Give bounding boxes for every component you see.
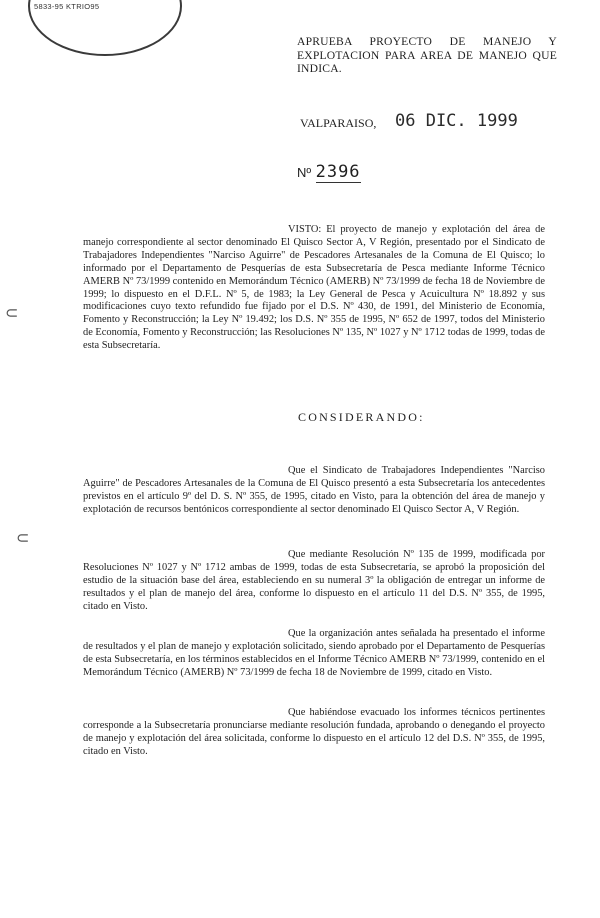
considerando-text: Que mediante Resolución Nº 135 de 1999, modificada por Resoluciones Nº 1027 y Nº 1712 ambas de 1999, todas de esta Subsecretaría, se aprobó la proposición del estudio de la situación base del área, estableciendo en su numeral 3º la obligación de entregar un informe de resultados y el plan de manejo del área, conforme lo dispuesto en el artículo 11 del D.S. Nº 355, de 1995, citado en Visto. [83,549,545,612]
resolution-heading: APRUEBA PROYECTO DE MANEJO Y EXPLOTACION PARA AREA DE MANEJO QUE INDICA. [297,35,557,75]
considerando-paragraph-1 [83,465,545,517]
number-value: 2396 [315,162,361,182]
number-prefix: Nº [297,165,312,180]
date-stamp: 06 DIC. 1999 [395,111,518,131]
margin-punch-mark: ⊂ [16,528,30,547]
considerando-paragraph-4 [83,707,545,759]
considerando-text: Que la organización antes señalada ha presentado el informe de resultados y el plan de manejo y explotación solicitado, siendo aprobado por el Departamento de Pesquerías de esta Subsecretaría, en los términos establecidos en el Informe Técnico AMERB Nº 73/1999, contenido en el Memorándum Técnico (AMERB) Nº 73/1999 de fecha 18 de Noviembre de 1999, citado en Visto. [83,628,545,678]
considerando-title: CONSIDERANDO: [298,410,425,424]
considerando-paragraph-3 [83,628,545,680]
stamp-text: 5833-95 KTRIO95 [34,2,100,11]
visto-text: VISTO: El proyecto de manejo y explotación del área de manejo correspondiente al sector denominado El Quisco Sector A, V Región, presentado por el Sindicato de Trabajadores Independientes "Narciso Aguirre" de Pescadores Artesanales de la Comuna de El Quisco; lo informado por el Departamento de Pesquerías de esta Subsecretaría de Pesca mediante Informe Técnico AMERB Nº 73/1999 contenido en Memorándum Técnico (AMERB) Nº 73/1999 de fecha 18 de Noviembre de 1999; lo dispuesto en el D.F.L. Nº 5, de 1983; la Ley General de Pesca y Acuicultura Nº 18.892 y sus modificaciones cuyo texto refundido fue fijado por el D.S. Nº 430, de 1991, del Ministerio de Economía, Fomento y Reconstrucción; la Ley Nº 19.492; los D.S. Nº 355 de 1995, Nº 652 de 1997, todos del Ministerio de Economía, Fomento y Reconstrucción; las Resoluciones Nº 135, Nº 1027 y Nº 1712 todas de 1999, todas de esta Subsecretaría. [83,224,545,352]
resolution-number [297,162,361,182]
considerando-paragraph-2 [83,549,545,614]
place-label: VALPARAISO, [300,116,377,130]
considerando-text: Que habiéndose evacuado los informes técnicos pertinentes corresponde a la Subsecretaría pronunciarse mediante resolución fundada, aprobando o denegando el proyecto de manejo y explotación del área solicitada, conforme lo dispuesto en el artículo 12 del D.S. Nº 355, de 1995, citado en Visto. [83,707,545,757]
considerando-text: Que el Sindicato de Trabajadores Independientes "Narciso Aguirre" de Pescadores Artesanales de la Comuna de El Quisco presentó a esta Subsecretaría los antecedentes previstos en el artículo 9º del D. S. Nº 355, de 1995, citado en Visto, para la obtención del área de manejo y explotación de recursos bentónicos correspondiente al sector denominado El Quisco Sector A, V Región. [83,465,545,515]
visto-paragraph [83,224,545,353]
margin-punch-mark: ⊂ [5,303,19,322]
